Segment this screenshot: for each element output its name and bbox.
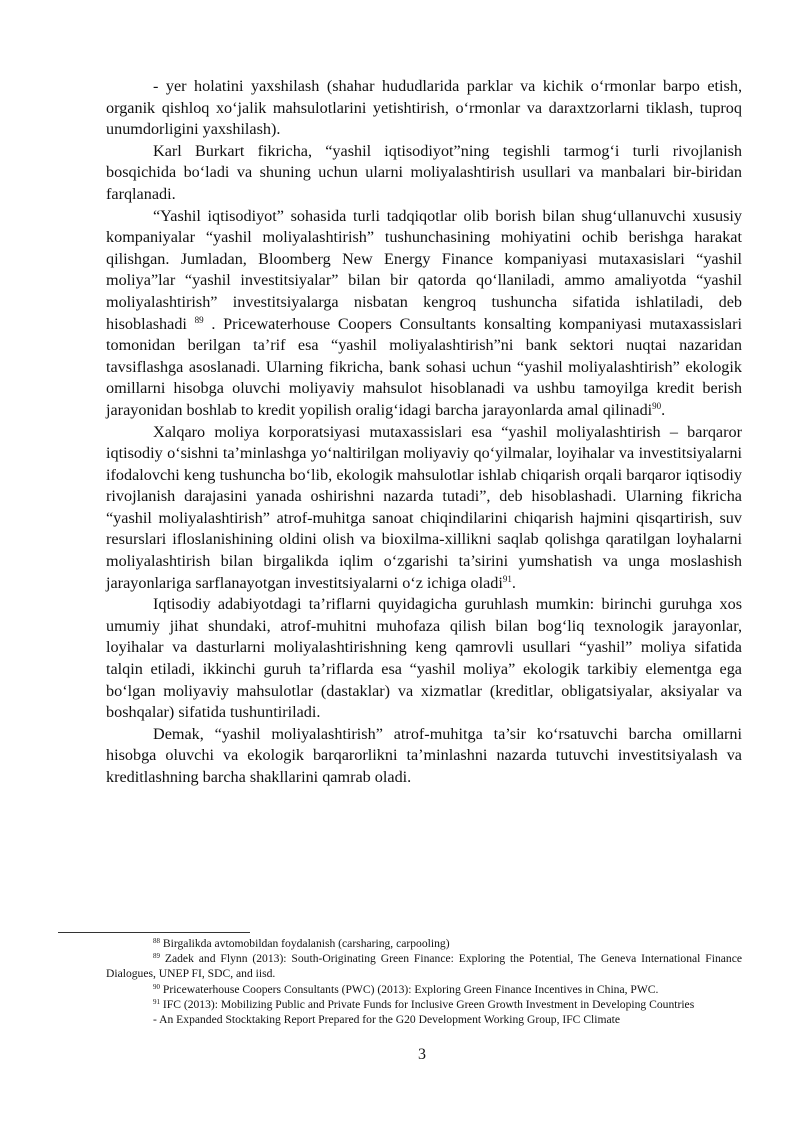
paragraph-text: . xyxy=(511,573,516,592)
footnote-text: Pricewaterhouse Coopers Consultants (PWC) (2013): Exploring Green Finance Incentives in China, PWC. xyxy=(160,982,659,996)
footnote-text: Zadek and Flynn (2013): South-Originating Green Finance: Exploring the Potential, The Geneva International Finance Dialogues, UNEP FI, SDC, and iisd. xyxy=(106,952,742,981)
paragraph-definition-groups xyxy=(106,594,742,724)
footnote-number: 91 xyxy=(153,997,160,1006)
page-number: 3 xyxy=(418,1046,426,1063)
paragraph-karl-burkart xyxy=(106,141,742,206)
footnote-88 xyxy=(106,936,742,951)
paragraph-text: . Pricewaterhouse Coopers Consultants konsalting kompaniyasi mutaxassislari tomonidan berilgan ta’rif esa “yashil moliyalashtirish”ni bank sektori nuqtai nazaridan tavsiflashga asoslanadi. Ularning fikricha, bank sohasi uchun “yashil moliyalashtirish” ekologik omillarni hisobga oluvchi moliyaviy mahsulot hisoblanadi va ushbu tamoyilga kredit berish jarayonidan boshlab to kredit yopilish oralig‘idagi barcha jarayonlarda amal qilinadi xyxy=(106,314,743,419)
paragraph-text: - yer holatini yaxshilash (shahar hududlarida parklar va kichik o‘rmonlar barpo etish, organik qishloq xo‘jalik mahsulotlarini yetishtirish, o‘rmonlar va daraxtzorlarni tiklash, tuproq unumdorligini yaxshilash). xyxy=(106,77,742,139)
paragraph-text: Iqtisodiy adabiyotdagi ta’riflarni quyidagicha guruhlash mumkin: birinchi guruhga xos umumiy jihat shundaki, atrof-muhitni muhofaza qilish bilan bog‘liq texnologik jarayonlar, loyihalar va dasturlarni moliyalashtirishning keng qamrovli usullari “yashil” moliya sifatida talqin etiladi, ikkinchi guruh ta’riflarda esa “yashil moliya” ekologik tarkibiy elementga ega bo‘lgan moliyaviy mahsulotlar (dastaklar) va xizmatlar (kreditlar, obligatsiyalar, aksiyalar va boshqalar) sifatida tushuntiriladi. xyxy=(106,595,742,722)
footnote-89 xyxy=(106,951,742,981)
paragraph-text: . xyxy=(661,400,666,419)
paragraph-ifc xyxy=(106,422,742,595)
body-text xyxy=(106,76,742,789)
paragraph-private-companies xyxy=(106,206,742,422)
footnote-90 xyxy=(106,982,742,997)
footnotes xyxy=(106,936,742,1027)
footnote-91-continued xyxy=(106,1012,742,1027)
paragraph-conclusion xyxy=(106,724,742,789)
footnote-text: IFC (2013): Mobilizing Public and Private Funds for Inclusive Green Growth Investment in Developing Countries xyxy=(160,997,695,1011)
paragraph-text: “Yashil iqtisodiyot” sohasida turli tadqiqotlar olib borish bilan shug‘ullanuvchi xususiy kompaniyalar “yashil moliyalashtirish” tushunchasining mohiyatini ochib berishga harakat qilishgan. Jumladan, Bloomberg New Energy Finance kompaniyasi mutaxasislari “yashil moliya”lar “yashil investitsiyalar” bilan bir qatorda qo‘llaniladi, ammo amaliyotda “yashil moliyalashtirish” investitsiyalarga nisbatan kengroq tushuncha sifatida ishlatiladi, deb hisoblashadi xyxy=(106,206,742,333)
footnote-91 xyxy=(106,997,742,1012)
footnote-separator xyxy=(58,932,250,933)
footnote-ref-91[interactable]: 91 xyxy=(502,573,512,584)
paragraph-text: Xalqaro moliya korporatsiyasi mutaxassislari esa “yashil moliyalashtirish – barqaror iqtisodiy o‘sishni ta’minlashga yo‘naltirilgan moliyaviy qo‘yilmalar, loyihalar va investitsiyalarni ifodalovchi keng tushuncha bo‘lib, ekologik mahsulotlar ishlab chiqarish orqali barqaror iqtisodiy rivojlanish darajasini yanada oshirishni nazarda tutadi”, deb hisoblashadi. Ularning fikricha “yashil moliyalashtirish” atrof-muhitga sanoat chiqindilarini chiqarish hajmini qisqartirish, suv resurslari ifloslanishining oldini olish va bioxilma-xillikni saqlab qolishga qaratilgan loyhalarni moliyalashtirish bilan birgalikda iqlim o‘zgarishi ta’sirini yumshatish va unga moslashish jarayonlariga sarflanayotgan investitsiyalarni o‘z ichiga oladi xyxy=(106,422,742,592)
footnote-number: 88 xyxy=(153,937,160,945)
footnote-text: Birgalikda avtomobildan foydalanish (carsharing, carpooling) xyxy=(160,937,450,950)
footnote-text: - An Expanded Stocktaking Report Prepared for the G20 Development Working Group, IFC Climate xyxy=(153,1013,621,1027)
paragraph-land-improvement xyxy=(106,76,742,141)
footnote-number: 90 xyxy=(153,982,160,991)
footnote-ref-90[interactable]: 90 xyxy=(652,400,662,411)
paragraph-text: Demak, “yashil moliyalashtirish” atrof-muhitga ta’sir ko‘rsatuvchi barcha omillarni hisobga oluvchi va ekologik barqarorlikni ta’minlashni nazarda tutuvchi investitsiyalash va kreditlashning barcha shakllarini qamrab oladi. xyxy=(106,724,742,786)
footnote-number: 89 xyxy=(153,952,160,961)
footnote-ref-89[interactable]: 89 xyxy=(194,314,204,325)
paragraph-text: Karl Burkart fikricha, “yashil iqtisodiyot”ning tegishli tarmog‘i turli rivojlanish bosqichida bo‘ladi va shuning uchun ularni moliyalashtirish usullari va manbalari bir-biridan farqlanadi. xyxy=(106,141,742,203)
